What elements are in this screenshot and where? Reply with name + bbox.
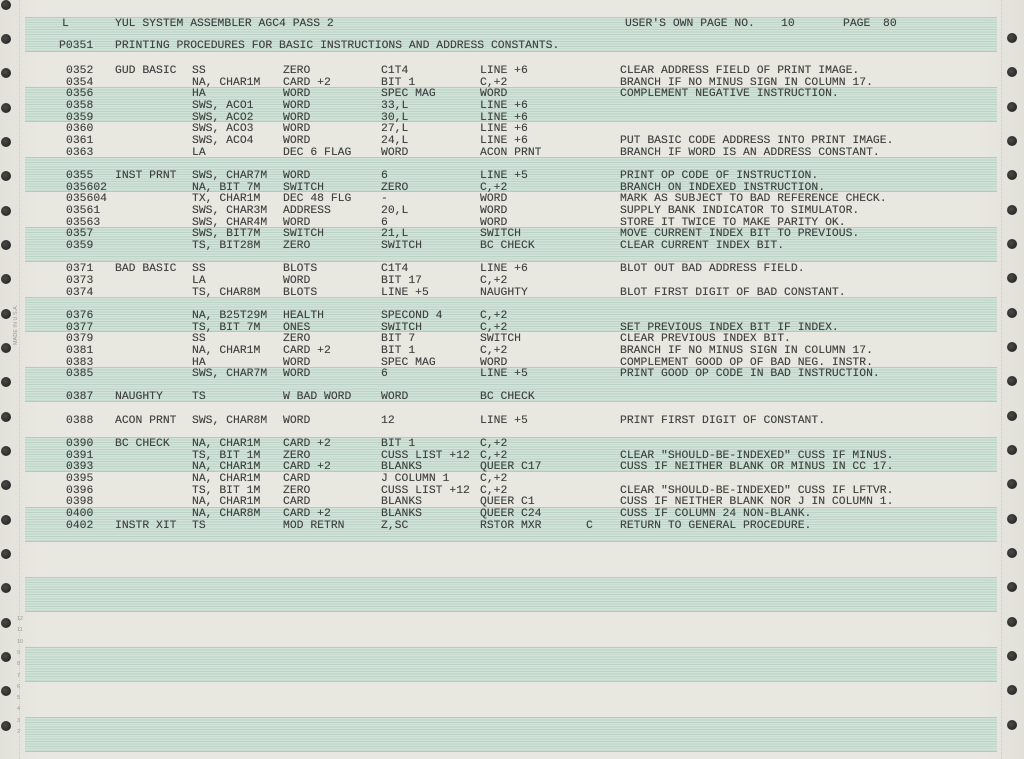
line-seq: 0361 <box>66 134 94 147</box>
line-addr: CARD +2 <box>283 76 331 89</box>
line-addr: WORD <box>283 134 311 147</box>
tractor-feed-hole <box>1007 651 1017 661</box>
line-op: NA, CHAR8M <box>192 508 261 521</box>
line-comment: BRANCH IF NO MINUS SIGN IN COLUMN 17. <box>620 76 873 89</box>
line-addr: CARD +2 <box>283 344 331 357</box>
line-addr: CARD <box>283 473 311 486</box>
line-op: SS <box>192 65 206 77</box>
tractor-feed-hole <box>1007 582 1017 592</box>
line-seq: 0383 <box>66 356 94 369</box>
line-seq: 035602 <box>66 181 108 194</box>
green-bar-band <box>25 717 997 752</box>
line-op: SWS, ACO3 <box>192 123 254 136</box>
line-arg2: C,+2 <box>480 344 508 357</box>
line-arg2: C,+2 <box>480 321 508 334</box>
line-comment: CUSS IF NEITHER BLANK OR MINUS IN CC 17. <box>620 461 894 474</box>
line-label: NAUGHTY <box>115 391 163 404</box>
line-comment: MARK AS SUBJECT TO BAD REFERENCE CHECK. <box>620 193 887 206</box>
user-page-number: 10 <box>781 18 795 30</box>
tractor-feed-hole <box>1007 685 1017 695</box>
line-arg1: 6 <box>381 368 388 381</box>
page-label: PAGE <box>843 18 871 30</box>
line-arg2: WORD <box>480 204 508 217</box>
line-seq: 0377 <box>66 321 94 334</box>
line-label: INST PRNT <box>115 169 177 182</box>
line-addr: SWITCH <box>283 181 325 194</box>
line-arg2: LINE +6 <box>480 65 528 77</box>
line-label: ACON PRNT <box>115 414 177 427</box>
section-title-line <box>0 39 1024 53</box>
line-addr: DEC 6 FLAG <box>283 146 352 159</box>
line-seq: 0391 <box>66 449 94 462</box>
line-seq: 0373 <box>66 274 94 287</box>
line-seq: 035604 <box>66 193 108 206</box>
line-op: TS <box>192 519 206 532</box>
margin-number: 6 <box>17 683 21 690</box>
line-addr: ZERO <box>283 333 311 346</box>
tractor-feed-hole <box>1007 548 1017 558</box>
line-arg1: BIT 1 <box>381 438 416 451</box>
line-arg2: SWITCH <box>480 228 522 241</box>
line-op: HA <box>192 88 206 101</box>
margin-number: 5 <box>17 695 21 702</box>
line-seq: 0402 <box>66 519 94 532</box>
line-comment: CLEAR "SHOULD-BE-INDEXED" CUSS IF MINUS. <box>620 449 894 462</box>
line-seq: 0358 <box>66 99 94 112</box>
green-bar-band <box>25 577 997 612</box>
section-title: PRINTING PROCEDURES FOR BASIC INSTRUCTIONS AND ADDRESS CONSTANTS. <box>115 40 560 52</box>
line-comment: PRINT FIRST DIGIT OF CONSTANT. <box>620 414 826 427</box>
line-addr: WORD <box>283 169 311 182</box>
line-arg1: BIT 7 <box>381 333 416 346</box>
line-comment: RETURN TO GENERAL PROCEDURE. <box>620 519 812 532</box>
green-bar-band <box>25 647 997 682</box>
line-comment: BLOT OUT BAD ADDRESS FIELD. <box>620 263 805 276</box>
line-arg1: LINE +5 <box>381 286 429 299</box>
line-arg1: CUSS LIST +12 <box>381 484 470 497</box>
line-arg2: LINE +6 <box>480 111 528 124</box>
line-arg2: LINE +6 <box>480 123 528 136</box>
listing-line <box>0 519 1024 533</box>
line-arg1: 27,L <box>381 123 409 136</box>
margin-number: 4 <box>17 706 21 713</box>
line-addr: MOD RETRN <box>283 519 345 532</box>
line-op: TS, BIT 7M <box>192 321 261 334</box>
line-seq: 0388 <box>66 414 94 427</box>
line-seq: 0357 <box>66 228 94 241</box>
line-op: SWS, BIT7M <box>192 228 261 241</box>
line-arg2: C,+2 <box>480 473 508 486</box>
line-op: TX, CHAR1M <box>192 193 261 206</box>
line-op: SWS, CHAR8M <box>192 414 268 427</box>
line-addr: WORD <box>283 216 311 229</box>
margin-number: 10 <box>17 638 24 645</box>
line-seq: 0396 <box>66 484 94 497</box>
line-arg1: BIT 1 <box>381 344 416 357</box>
line-seq: 0354 <box>66 76 94 89</box>
line-arg1: Z,SC <box>381 519 409 532</box>
line-op: NA, CHAR1M <box>192 496 261 509</box>
line-addr: WORD <box>283 123 311 136</box>
line-arg1: 20,L <box>381 204 409 217</box>
tractor-feed-hole <box>1 583 11 593</box>
tractor-feed-hole <box>1 652 11 662</box>
line-seq: 0360 <box>66 123 94 136</box>
listing-header <box>0 17 1024 31</box>
line-arg1: CUSS LIST +12 <box>381 449 470 462</box>
tractor-feed-hole <box>1007 617 1017 627</box>
line-addr: WORD <box>283 356 311 369</box>
line-arg1: SPEC MAG <box>381 88 436 101</box>
line-addr: DEC 48 FLG <box>283 193 352 206</box>
line-comment: CLEAR "SHOULD-BE-INDEXED" CUSS IF LFTVR. <box>620 484 894 497</box>
line-addr: ONES <box>283 321 311 334</box>
line-arg2: WORD <box>480 88 508 101</box>
line-arg1: ZERO <box>381 181 409 194</box>
line-arg2: WORD <box>480 356 508 369</box>
line-seq: 0393 <box>66 461 94 474</box>
line-arg1: SPEC MAG <box>381 356 436 369</box>
line-op: SWS, ACO2 <box>192 111 254 124</box>
line-comment: SUPPLY BANK INDICATOR TO SIMULATOR. <box>620 204 860 217</box>
line-arg2: BC CHECK <box>480 239 535 252</box>
line-op: SWS, CHAR7M <box>192 368 268 381</box>
line-arg2: SWITCH <box>480 333 522 346</box>
line-op: SWS, ACO4 <box>192 134 254 147</box>
line-op: TS, CHAR8M <box>192 286 261 299</box>
tractor-feed-hole <box>1007 720 1017 730</box>
line-arg1: SPECOND 4 <box>381 309 443 322</box>
listing-line <box>0 414 1024 428</box>
line-arg2: ACON PRNT <box>480 146 542 159</box>
line-comment: PUT BASIC CODE ADDRESS INTO PRINT IMAGE. <box>620 134 894 147</box>
assembler-title: YUL SYSTEM ASSEMBLER AGC4 PASS 2 <box>115 18 334 30</box>
line-op: LA <box>192 274 206 287</box>
line-addr: WORD <box>283 111 311 124</box>
line-seq: 03563 <box>66 216 101 229</box>
line-comment: COMPLEMENT NEGATIVE INSTRUCTION. <box>620 88 839 101</box>
line-arg1: J COLUMN 1 <box>381 473 450 486</box>
line-arg2: C,+2 <box>480 181 508 194</box>
line-addr: WORD <box>283 414 311 427</box>
line-op: SWS, CHAR4M <box>192 216 268 229</box>
line-label: BAD BASIC <box>115 263 177 276</box>
tractor-feed-hole <box>1 549 11 559</box>
line-op: TS, BIT 1M <box>192 449 261 462</box>
line-comment: BRANCH ON INDEXED INSTRUCTION. <box>620 181 826 194</box>
line-seq: 0376 <box>66 309 94 322</box>
line-comment: COMPLEMENT GOOD OP OF BAD NEG. INSTR. <box>620 356 873 369</box>
line-op: TS <box>192 391 206 404</box>
margin-number: 8 <box>17 661 21 668</box>
line-arg1: 12 <box>381 414 395 427</box>
line-arg2: NAUGHTY <box>480 286 528 299</box>
line-arg1: 30,L <box>381 111 409 124</box>
line-addr: BLOTS <box>283 286 318 299</box>
line-seq: 0359 <box>66 239 94 252</box>
line-seq: 0390 <box>66 438 94 451</box>
line-arg2: C,+2 <box>480 449 508 462</box>
line-arg2: LINE +6 <box>480 263 528 276</box>
line-arg1: C1T4 <box>381 65 409 77</box>
margin-number: 7 <box>17 672 21 679</box>
line-seq: 0359 <box>66 111 94 124</box>
line-arg2: WORD <box>480 193 508 206</box>
line-seq: 0371 <box>66 263 94 276</box>
line-op: HA <box>192 356 206 369</box>
line-arg2: LINE +6 <box>480 99 528 112</box>
tractor-feed-hole <box>1 618 11 628</box>
line-comment: PRINT GOOD OP CODE IN BAD INSTRUCTION. <box>620 368 880 381</box>
line-op: LA <box>192 146 206 159</box>
line-seq: 0352 <box>66 65 94 77</box>
line-addr: WORD <box>283 99 311 112</box>
corner-mark: L <box>62 18 69 30</box>
line-arg1: BIT 1 <box>381 76 416 89</box>
listing-line <box>0 146 1024 160</box>
line-comment: BRANCH IF WORD IS AN ADDRESS CONSTANT. <box>620 146 880 159</box>
line-addr: CARD +2 <box>283 461 331 474</box>
line-seq: 0395 <box>66 473 94 486</box>
line-addr: ZERO <box>283 65 311 77</box>
margin-number: 9 <box>17 649 21 656</box>
line-comment: STORE IT TWICE TO MAKE PARITY OK. <box>620 216 846 229</box>
line-op: NA, CHAR1M <box>192 344 261 357</box>
line-label: GUD BASIC <box>115 65 177 77</box>
line-comment: SET PREVIOUS INDEX BIT IF INDEX. <box>620 321 839 334</box>
margin-number: 12 <box>17 616 24 622</box>
tractor-feed-hole <box>1 721 11 731</box>
line-addr: CARD +2 <box>283 438 331 451</box>
line-arg1: 24,L <box>381 134 409 147</box>
line-arg2: C,+2 <box>480 438 508 451</box>
line-comment: BRANCH IF NO MINUS SIGN IN COLUMN 17. <box>620 344 873 357</box>
tractor-feed-hole <box>1 0 11 10</box>
line-arg1: WORD <box>381 146 409 159</box>
line-addr: ZERO <box>283 484 311 497</box>
line-addr: HEALTH <box>283 309 325 322</box>
line-comment: CLEAR ADDRESS FIELD OF PRINT IMAGE. <box>620 65 860 77</box>
margin-number: 11 <box>17 627 23 634</box>
line-comment: CUSS IF NEITHER BLANK NOR J IN COLUMN 1. <box>620 496 894 509</box>
user-page-label: USER'S OWN PAGE NO. <box>625 18 755 30</box>
line-addr: ADDRESS <box>283 204 331 217</box>
margin-number: 3 <box>17 717 21 724</box>
line-seq: 0387 <box>66 391 94 404</box>
line-op: NA, CHAR1M <box>192 438 261 451</box>
line-op: SWS, ACO1 <box>192 99 254 112</box>
line-seq: 0356 <box>66 88 94 101</box>
line-arg2: C,+2 <box>480 274 508 287</box>
line-arg1: C1T4 <box>381 263 409 276</box>
line-arg1: SWITCH <box>381 239 423 252</box>
line-op: SWS, CHAR3M <box>192 204 268 217</box>
line-arg1: - <box>381 193 388 206</box>
made-in-usa-imprint: MADE IN U.S.A. <box>13 304 19 345</box>
line-arg2: C,+2 <box>480 309 508 322</box>
line-addr: W BAD WORD <box>283 391 352 404</box>
line-seq: 0374 <box>66 286 94 299</box>
listing-line <box>0 390 1024 404</box>
line-arg2: WORD <box>480 216 508 229</box>
line-label: BC CHECK <box>115 438 170 451</box>
line-arg1: 33,L <box>381 99 409 112</box>
line-arg2: RSTOR MXR <box>480 519 542 532</box>
line-arg2: C,+2 <box>480 76 508 89</box>
page-number: 80 <box>883 18 897 30</box>
line-op: SS <box>192 333 206 346</box>
line-arg2: BC CHECK <box>480 391 535 404</box>
line-arg1: BIT 17 <box>381 274 423 287</box>
line-arg2: LINE +5 <box>480 169 528 182</box>
line-seq: 0398 <box>66 496 94 509</box>
line-arg2: LINE +5 <box>480 414 528 427</box>
line-arg1: BLANKS <box>381 461 423 474</box>
line-op: TS, BIT 1M <box>192 484 261 497</box>
line-op: NA, B25T29M <box>192 309 268 322</box>
listing-line <box>0 286 1024 300</box>
line-addr: ZERO <box>283 239 311 252</box>
line-arg1: BLANKS <box>381 508 423 521</box>
section-seq: P0351 <box>59 40 94 52</box>
listing-line <box>0 239 1024 253</box>
line-arg2: LINE +6 <box>480 134 528 147</box>
line-addr: BLOTS <box>283 263 318 276</box>
line-seq: 03561 <box>66 204 101 217</box>
line-comment: CLEAR PREVIOUS INDEX BIT. <box>620 333 791 346</box>
line-arg1: 6 <box>381 169 388 182</box>
line-seq: 0385 <box>66 368 94 381</box>
line-seq: 0355 <box>66 169 94 182</box>
tractor-feed-hole <box>1 686 11 696</box>
line-seq: 0381 <box>66 344 94 357</box>
line-arg2: QUEER C24 <box>480 508 542 521</box>
line-op: NA, BIT 7M <box>192 181 261 194</box>
line-op: SS <box>192 263 206 276</box>
line-seq: 0379 <box>66 333 94 346</box>
line-op: TS, BIT28M <box>192 239 261 252</box>
line-arg1: 21,L <box>381 228 409 241</box>
line-op: NA, CHAR1M <box>192 76 261 89</box>
line-seq: 0363 <box>66 146 94 159</box>
listing-line <box>0 367 1024 381</box>
line-op: NA, CHAR1M <box>192 473 261 486</box>
line-addr: CARD <box>283 496 311 509</box>
line-arg1: BLANKS <box>381 496 423 509</box>
line-addr: WORD <box>283 274 311 287</box>
line-op: SWS, CHAR7M <box>192 169 268 182</box>
line-addr: WORD <box>283 368 311 381</box>
line-addr: CARD +2 <box>283 508 331 521</box>
line-op: NA, CHAR1M <box>192 461 261 474</box>
line-arg1: SWITCH <box>381 321 423 334</box>
line-label: INSTR XIT <box>115 519 177 532</box>
line-arg2: QUEER C17 <box>480 461 542 474</box>
line-arg2: C,+2 <box>480 484 508 497</box>
line-arg2: LINE +5 <box>480 368 528 381</box>
line-arg1: WORD <box>381 391 409 404</box>
line-comment: CLEAR CURRENT INDEX BIT. <box>620 239 785 252</box>
line-comment: CUSS IF COLUMN 24 NON-BLANK. <box>620 508 812 521</box>
line-addr: ZERO <box>283 449 311 462</box>
line-seq: 0400 <box>66 508 94 521</box>
line-comment: BLOT FIRST DIGIT OF BAD CONSTANT. <box>620 286 846 299</box>
line-addr: SWITCH <box>283 228 325 241</box>
line-flag: C <box>586 519 593 532</box>
line-addr: WORD <box>283 88 311 101</box>
margin-number: 2 <box>17 729 21 735</box>
line-arg1: 6 <box>381 216 388 229</box>
line-comment: MOVE CURRENT INDEX BIT TO PREVIOUS. <box>620 228 860 241</box>
line-comment: PRINT OP CODE OF INSTRUCTION. <box>620 169 819 182</box>
line-arg2: QUEER C1 <box>480 496 535 509</box>
